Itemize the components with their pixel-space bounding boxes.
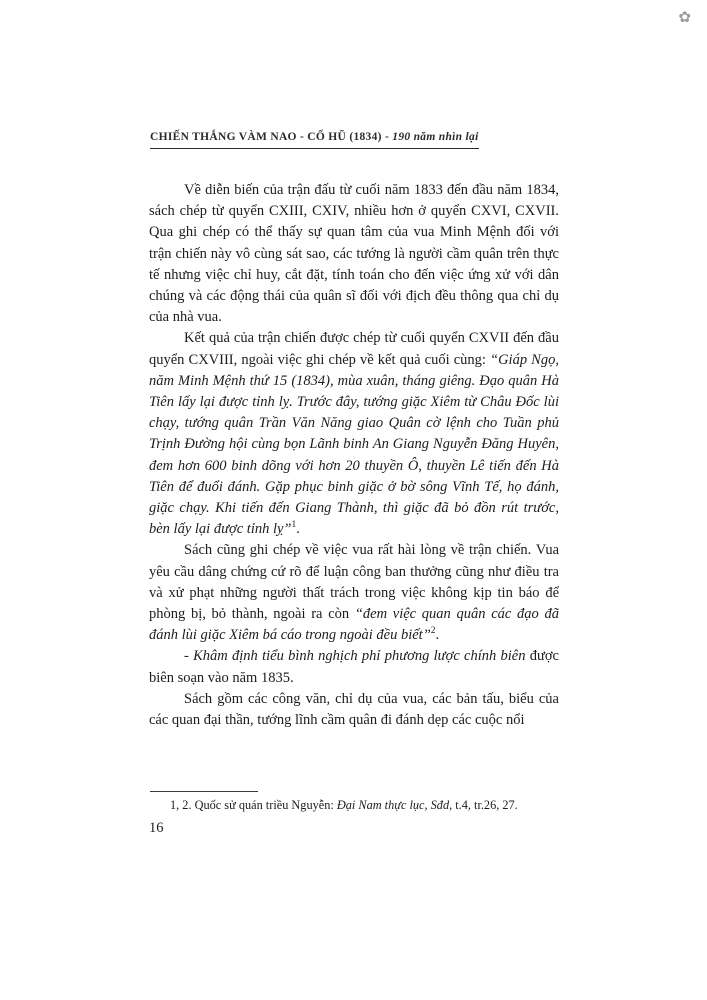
footnote-reference: 2 (430, 626, 436, 637)
running-header (150, 131, 479, 149)
paragraph (149, 180, 559, 328)
running-header-title: CHIẾN THẮNG VÀM NAO - CỔ HŨ (1834) - (150, 131, 393, 143)
text-segment: Sách gồm các công văn, chỉ dụ của vua, các bản tấu, biểu của các quan đại thần, tướng lĩnh cầm quân đi đánh dẹp các cuộc nổi (149, 690, 559, 729)
running-header-subtitle: 190 năm nhìn lại (392, 131, 479, 143)
paragraph (149, 540, 559, 646)
footnote-divider (150, 791, 258, 792)
text-segment: - (184, 648, 194, 665)
body-paragraphs (149, 180, 559, 731)
text-segment: Sách cũng ghi chép về việc vua rất hài lòng về trận chiến. Vua yêu cầu dâng chứng cứ rõ để luận công ban thưởng cũng như điều tra và xử phạt những người thất trách trong việc không kịp tin báo để phòng bị, bỏ thành, ngoài ra còn (149, 542, 559, 623)
paragraph (149, 328, 559, 540)
text-segment: Về diễn biến của trận đấu từ cuối năm 1833 đến đầu năm 1834, sách chép từ quyển CXIII, CXIV, nhiều hơn ở quyển CXVI, CXVII. Qua ghi chép có thể thấy sự quan tâm của vua Minh Mệnh đối với trận chiến này vô cùng sát sao, các tướng là người cầm quân trên thực tế nhưng việc chỉ huy, cắt đặt, tính toán cho đến việc ứng xử với dân chúng và các động thái của quân sĩ đối với địch đều thông qua chỉ dụ của nhà vua. (149, 182, 559, 326)
text-segment: . (296, 521, 300, 538)
text-segment: . (435, 627, 440, 644)
text-segment: 1, 2. Quốc sử quán triều Nguyễn: (170, 798, 337, 812)
text-segment: Khâm định tiểu bình nghịch phỉ phương lược chính biên (193, 648, 526, 665)
text-segment: Đại Nam thực lục, Sđd (336, 798, 450, 812)
text-segment: được biên soạn vào năm 1835. (149, 648, 559, 686)
paragraph (149, 689, 559, 731)
text-segment: “đem việc quan quân các đạo đã đánh lùi giặc Xiêm bá cáo trong ngoài đều biết” (149, 606, 559, 644)
text-segment: “Giáp Ngọ, năm Minh Mệnh thứ 15 (1834), mùa xuân, tháng giêng. Đạo quân Hà Tiên lấy lại được tỉnh lỵ. Trước đây, tướng giặc Xiêm từ Châu Đốc lùi chạy, tướng quân Trần Văn Năng giao Quân cờ lệnh cho Tuần phủ Trịnh Đường hội cùng bọn Lãnh binh An Giang Nguyễn Đăng Huyên, đem hơn 600 binh dõng với hơn 20 thuyền Ô, thuyền Lê tiến đến Hà Tiên để đuổi đánh. Gặp phục binh giặc ở bờ sông Vĩnh Tế, họ đánh, giặc chạy. Khi tiến đến Giang Thành, thì giặc đã bỏ đồn rút trước, bèn lấy lại được tỉnh lỵ” (149, 351, 559, 538)
paragraph (149, 646, 559, 688)
text-segment: , t.4, tr.26, 27. (449, 798, 518, 812)
footnote (150, 797, 560, 813)
page-number: 16 (149, 820, 164, 836)
text-segment: Kết quả của trận chiến được chép từ cuối quyển CXVII đến đầu quyển CXVIII, ngoài việc ghi chép về kết quả cuối cùng: (149, 330, 559, 368)
flower-ornament-icon: ✿ (678, 8, 691, 26)
footnote-reference: 1 (291, 520, 297, 531)
